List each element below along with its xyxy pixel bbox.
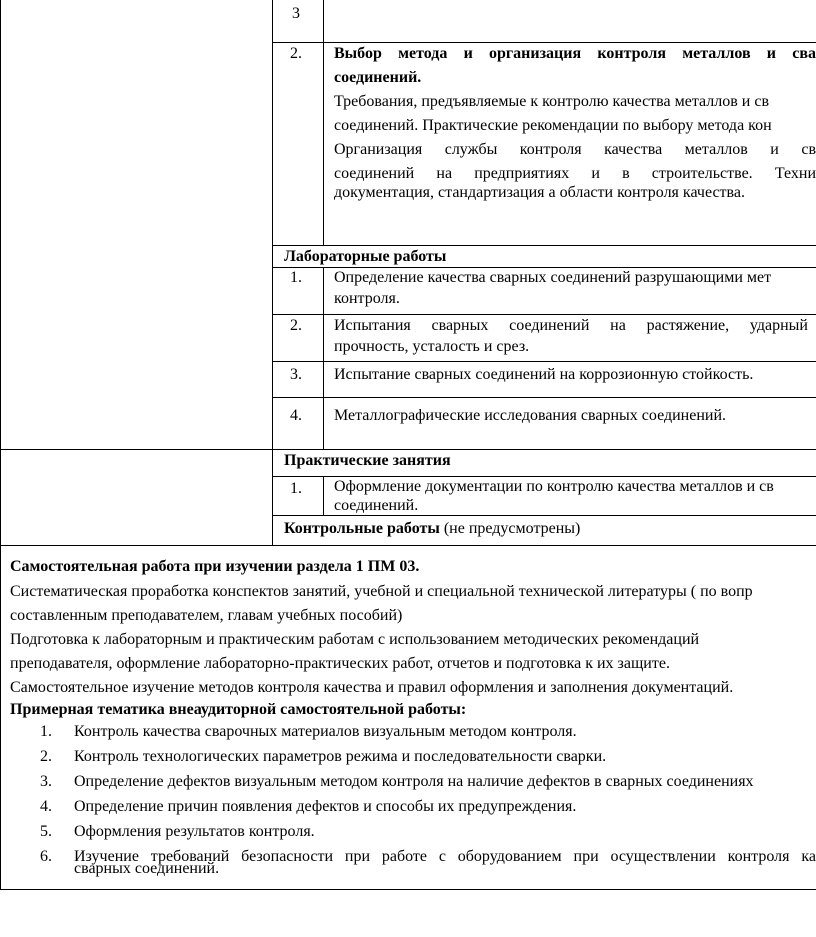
theory-item-number: 2.: [290, 45, 302, 62]
practice-item-line: Оформление документации по контролю качества металлов и св: [334, 478, 774, 495]
topic-text: Определение причин появления дефектов и способы их предупреждения.: [74, 798, 577, 815]
self-work-line: Самостоятельное изучение методов контроля качества и правил оформления и заполнения документаций.: [10, 679, 734, 696]
lab-item-line: контроля.: [334, 290, 400, 307]
lab-item-number: 2.: [290, 317, 302, 334]
self-work-line: преподавателя, оформление лабораторно-практических работ, отчетов и подготовка к их защите.: [10, 655, 670, 672]
table-bottom-border: [0, 889, 816, 890]
topic-text-continuation: сварных соединений.: [74, 860, 220, 877]
self-work-line: Подготовка к лабораторным и практическим работам с использованием методических рекомендаций: [10, 631, 700, 648]
control-row: [284, 517, 580, 541]
lab-item-line: Испытание сварных соединений на коррозионную стойкость.: [334, 366, 754, 383]
lab-item-number: 4.: [290, 407, 302, 424]
top-row-number: 3: [292, 5, 300, 22]
self-work-line: Систематическая проработка конспектов занятий, учебной и специальной технической литературы ( по вопр: [10, 583, 753, 600]
topic-text: Контроль технологических параметров режима и последовательности сварки.: [74, 748, 607, 765]
self-work-line: составленным преподавателем, главам учебных пособий): [10, 607, 403, 624]
table-col-divider-2b: [323, 267, 324, 449]
theory-title-line-1: Выбор метода и организация контроля металлов и сва: [334, 45, 816, 62]
self-work-title: Самостоятельная работа при изучении раздела 1 ПМ 03.: [10, 558, 420, 575]
practice-item-line: соединений.: [334, 497, 419, 514]
theory-body-line: соединений. Практические рекомендации по выбору метода кон: [334, 117, 772, 134]
lab-item-number: 3.: [290, 366, 302, 383]
theory-body-line: Требования, предъявляемые к контролю качества металлов и св: [334, 93, 770, 110]
lab-item-line: Испытания сварных соединений на растяжение, ударный: [334, 317, 808, 334]
practice-item-number: 1.: [290, 480, 302, 497]
table-col-divider-2: [323, 0, 324, 245]
topic-number: 4.: [40, 798, 52, 815]
control-label: Контрольные работы: [284, 520, 440, 537]
row-line: [0, 545, 816, 546]
theory-body-line: соединений на предприятиях и в строительстве. Техни: [334, 165, 816, 182]
topic-text: Оформления результатов контроля.: [74, 823, 315, 840]
topic-text: Контроль качества сварочных материалов визуальным методом контроля.: [74, 723, 577, 740]
theory-body-line: документация, стандартизация а области контроля качества.: [334, 184, 745, 201]
labs-header: Лабораторные работы: [284, 248, 447, 265]
topic-number: 3.: [40, 773, 52, 790]
topics-header: Примерная тематика внеаудиторной самостоятельной работы:: [10, 701, 467, 718]
lab-item-line: Металлографические исследования сварных соединений.: [334, 407, 727, 424]
lab-item-line: Определение качества сварных соединений разрушающими мет: [334, 269, 772, 286]
table-col-divider-2c: [323, 476, 324, 515]
control-note: (не предусмотрены): [439, 520, 581, 537]
table-left-border: [0, 0, 1, 890]
row-line: [272, 397, 816, 398]
row-line: [272, 361, 816, 362]
topic-number: 2.: [40, 748, 52, 765]
theory-title-line-2: соединений.: [334, 69, 422, 86]
theory-body-line: Организация службы контроля качества металлов и св: [334, 141, 816, 158]
lab-item-number: 1.: [290, 269, 302, 286]
topic-number: 5.: [40, 823, 52, 840]
topic-number: 1.: [40, 723, 52, 740]
table-col-divider-1: [272, 0, 273, 545]
lab-item-line: прочность, усталость и срез.: [334, 338, 530, 355]
practice-header: Практические занятия: [284, 452, 451, 469]
topic-text: Определение дефектов визуальным методом контроля на наличие дефектов в сварных соединениях: [74, 773, 754, 790]
topic-text: Изучение требований безопасности при работе с оборудованием при осуществлении контроля ка: [74, 848, 816, 865]
topic-number: 6.: [40, 848, 52, 865]
